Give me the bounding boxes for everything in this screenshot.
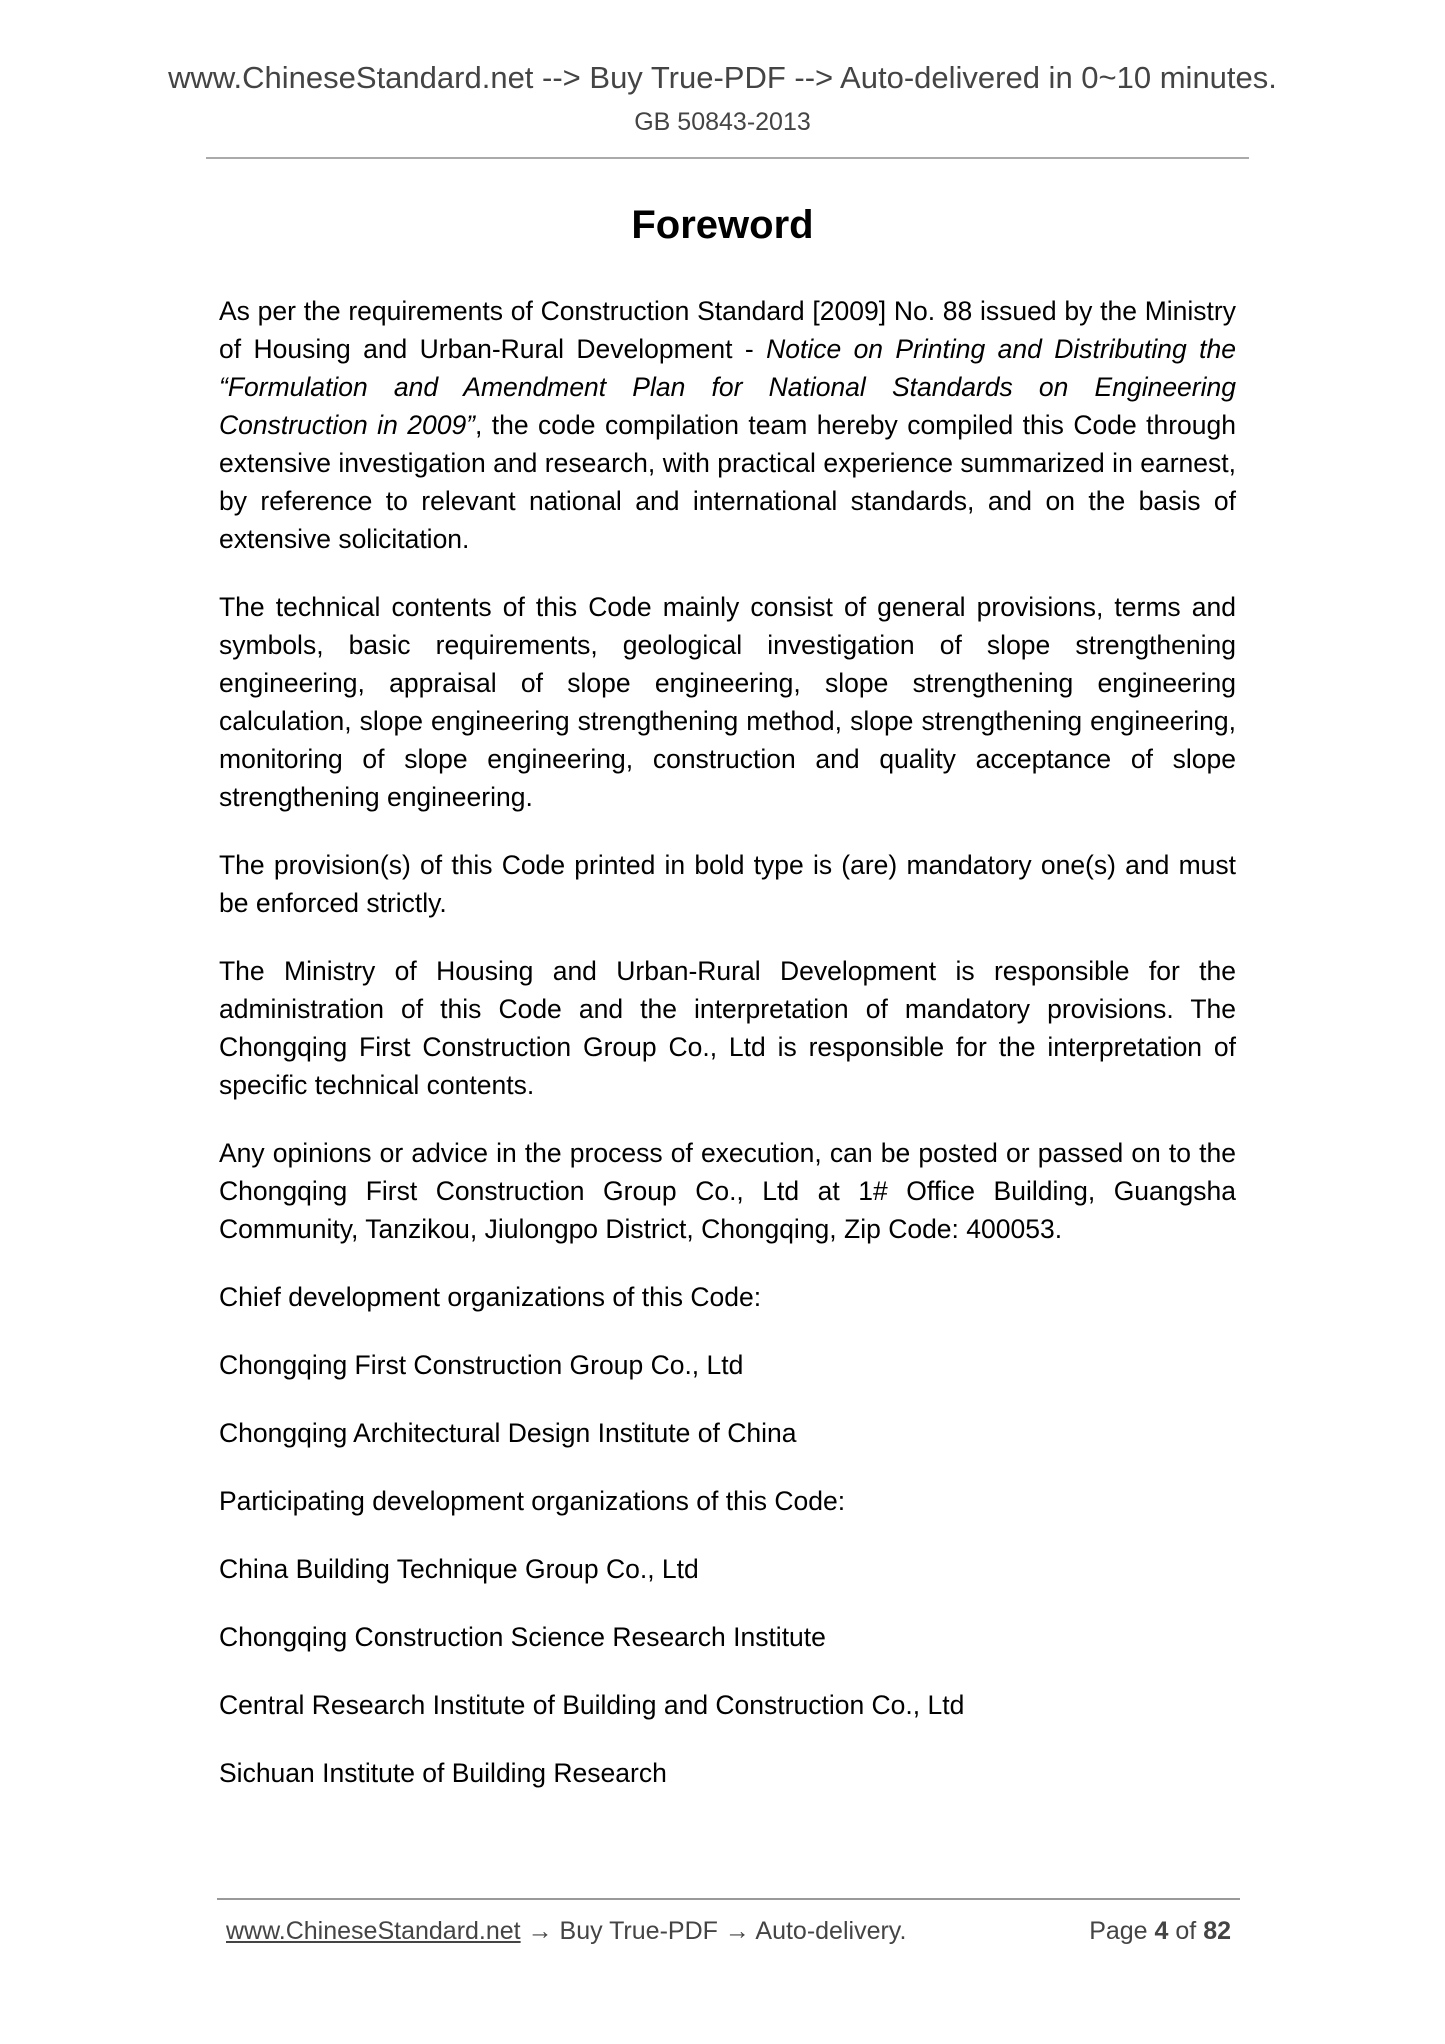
header-divider <box>206 157 1249 159</box>
document-body <box>219 292 1236 1822</box>
paragraph-4: The Ministry of Housing and Urban-Rural Development is responsible for the administration of this Code and the interpretation of mandatory provisions. The Chongqing First Construction Group Co., Ltd is responsible for the interpretation of specific technical contents. <box>219 956 1236 1100</box>
paragraph-5: Any opinions or advice in the process of execution, can be posted or passed on to the Chongqing First Construction Group Co., Ltd at 1# Office Building, Guangsha Community, Tanzikou, Jiulongpo District, Chongqing, Zip Code: 400053. <box>219 1138 1236 1244</box>
standard-number: GB 50843-2013 <box>634 108 811 136</box>
of-label: of <box>1168 1917 1204 1945</box>
chief-org: Chongqing First Construction Group Co., Ltd <box>219 1350 744 1380</box>
paragraph-1 <box>219 292 1236 558</box>
page-indicator <box>1089 1917 1231 1946</box>
paragraph-2: The technical contents of this Code mainly consist of general provisions, terms and symbols, basic requirements, geological investigation of slope strengthening engineering, appraisal of slope engineering, slope strengthening engineering calculation, slope engineering strengthening method, slope strengthening engineering, monitoring of slope engineering, construction and quality acceptance of slope strengthening engineering. <box>219 592 1236 812</box>
p1-italic-title: Notice on Printing and Distributing the “Formulation and Amendment Plan for National Standards on Engineering Construction in 2009” <box>219 334 1236 440</box>
page-label: Page <box>1089 1917 1155 1945</box>
footer-divider <box>217 1898 1240 1900</box>
header-banner: www.ChineseStandard.net --> Buy True-PDF --> Auto-delivered in 0~10 minutes. <box>168 60 1277 95</box>
participating-org: Sichuan Institute of Building Research <box>219 1758 667 1788</box>
chief-org: Chongqing Architectural Design Institute of China <box>219 1418 797 1448</box>
paragraph-3: The provision(s) of this Code printed in bold type is (are) mandatory one(s) and must be enforced strictly. <box>219 850 1236 918</box>
chief-heading: Chief development organizations of this Code: <box>219 1282 762 1312</box>
footer <box>226 1917 1231 1946</box>
current-page: 4 <box>1154 1917 1169 1945</box>
footer-promo-text: → Buy True-PDF → Auto-delivery. <box>520 1917 907 1945</box>
total-pages: 82 <box>1203 1917 1231 1945</box>
participating-org: China Building Technique Group Co., Ltd <box>219 1554 699 1584</box>
p1-text-b: , the code compilation team hereby compiled this Code through extensive investigation and research, with practical experience summarized in earnest, by reference to relevant national and international standards, and on the basis of extensive solicitation. <box>219 410 1236 554</box>
participating-org: Chongqing Construction Science Research Institute <box>219 1622 826 1652</box>
participating-org: Central Research Institute of Building and Construction Co., Ltd <box>219 1690 965 1720</box>
footer-promo <box>226 1917 906 1946</box>
p1-text-a: As per the requirements of Construction Standard [2009] No. 88 issued by the Ministry of Housing and Urban-Rural Development - <box>219 296 1236 364</box>
footer-site-link[interactable]: www.ChineseStandard.net <box>226 1917 521 1945</box>
page-title: Foreword <box>631 203 814 247</box>
participating-heading: Participating development organizations of this Code: <box>219 1486 846 1516</box>
